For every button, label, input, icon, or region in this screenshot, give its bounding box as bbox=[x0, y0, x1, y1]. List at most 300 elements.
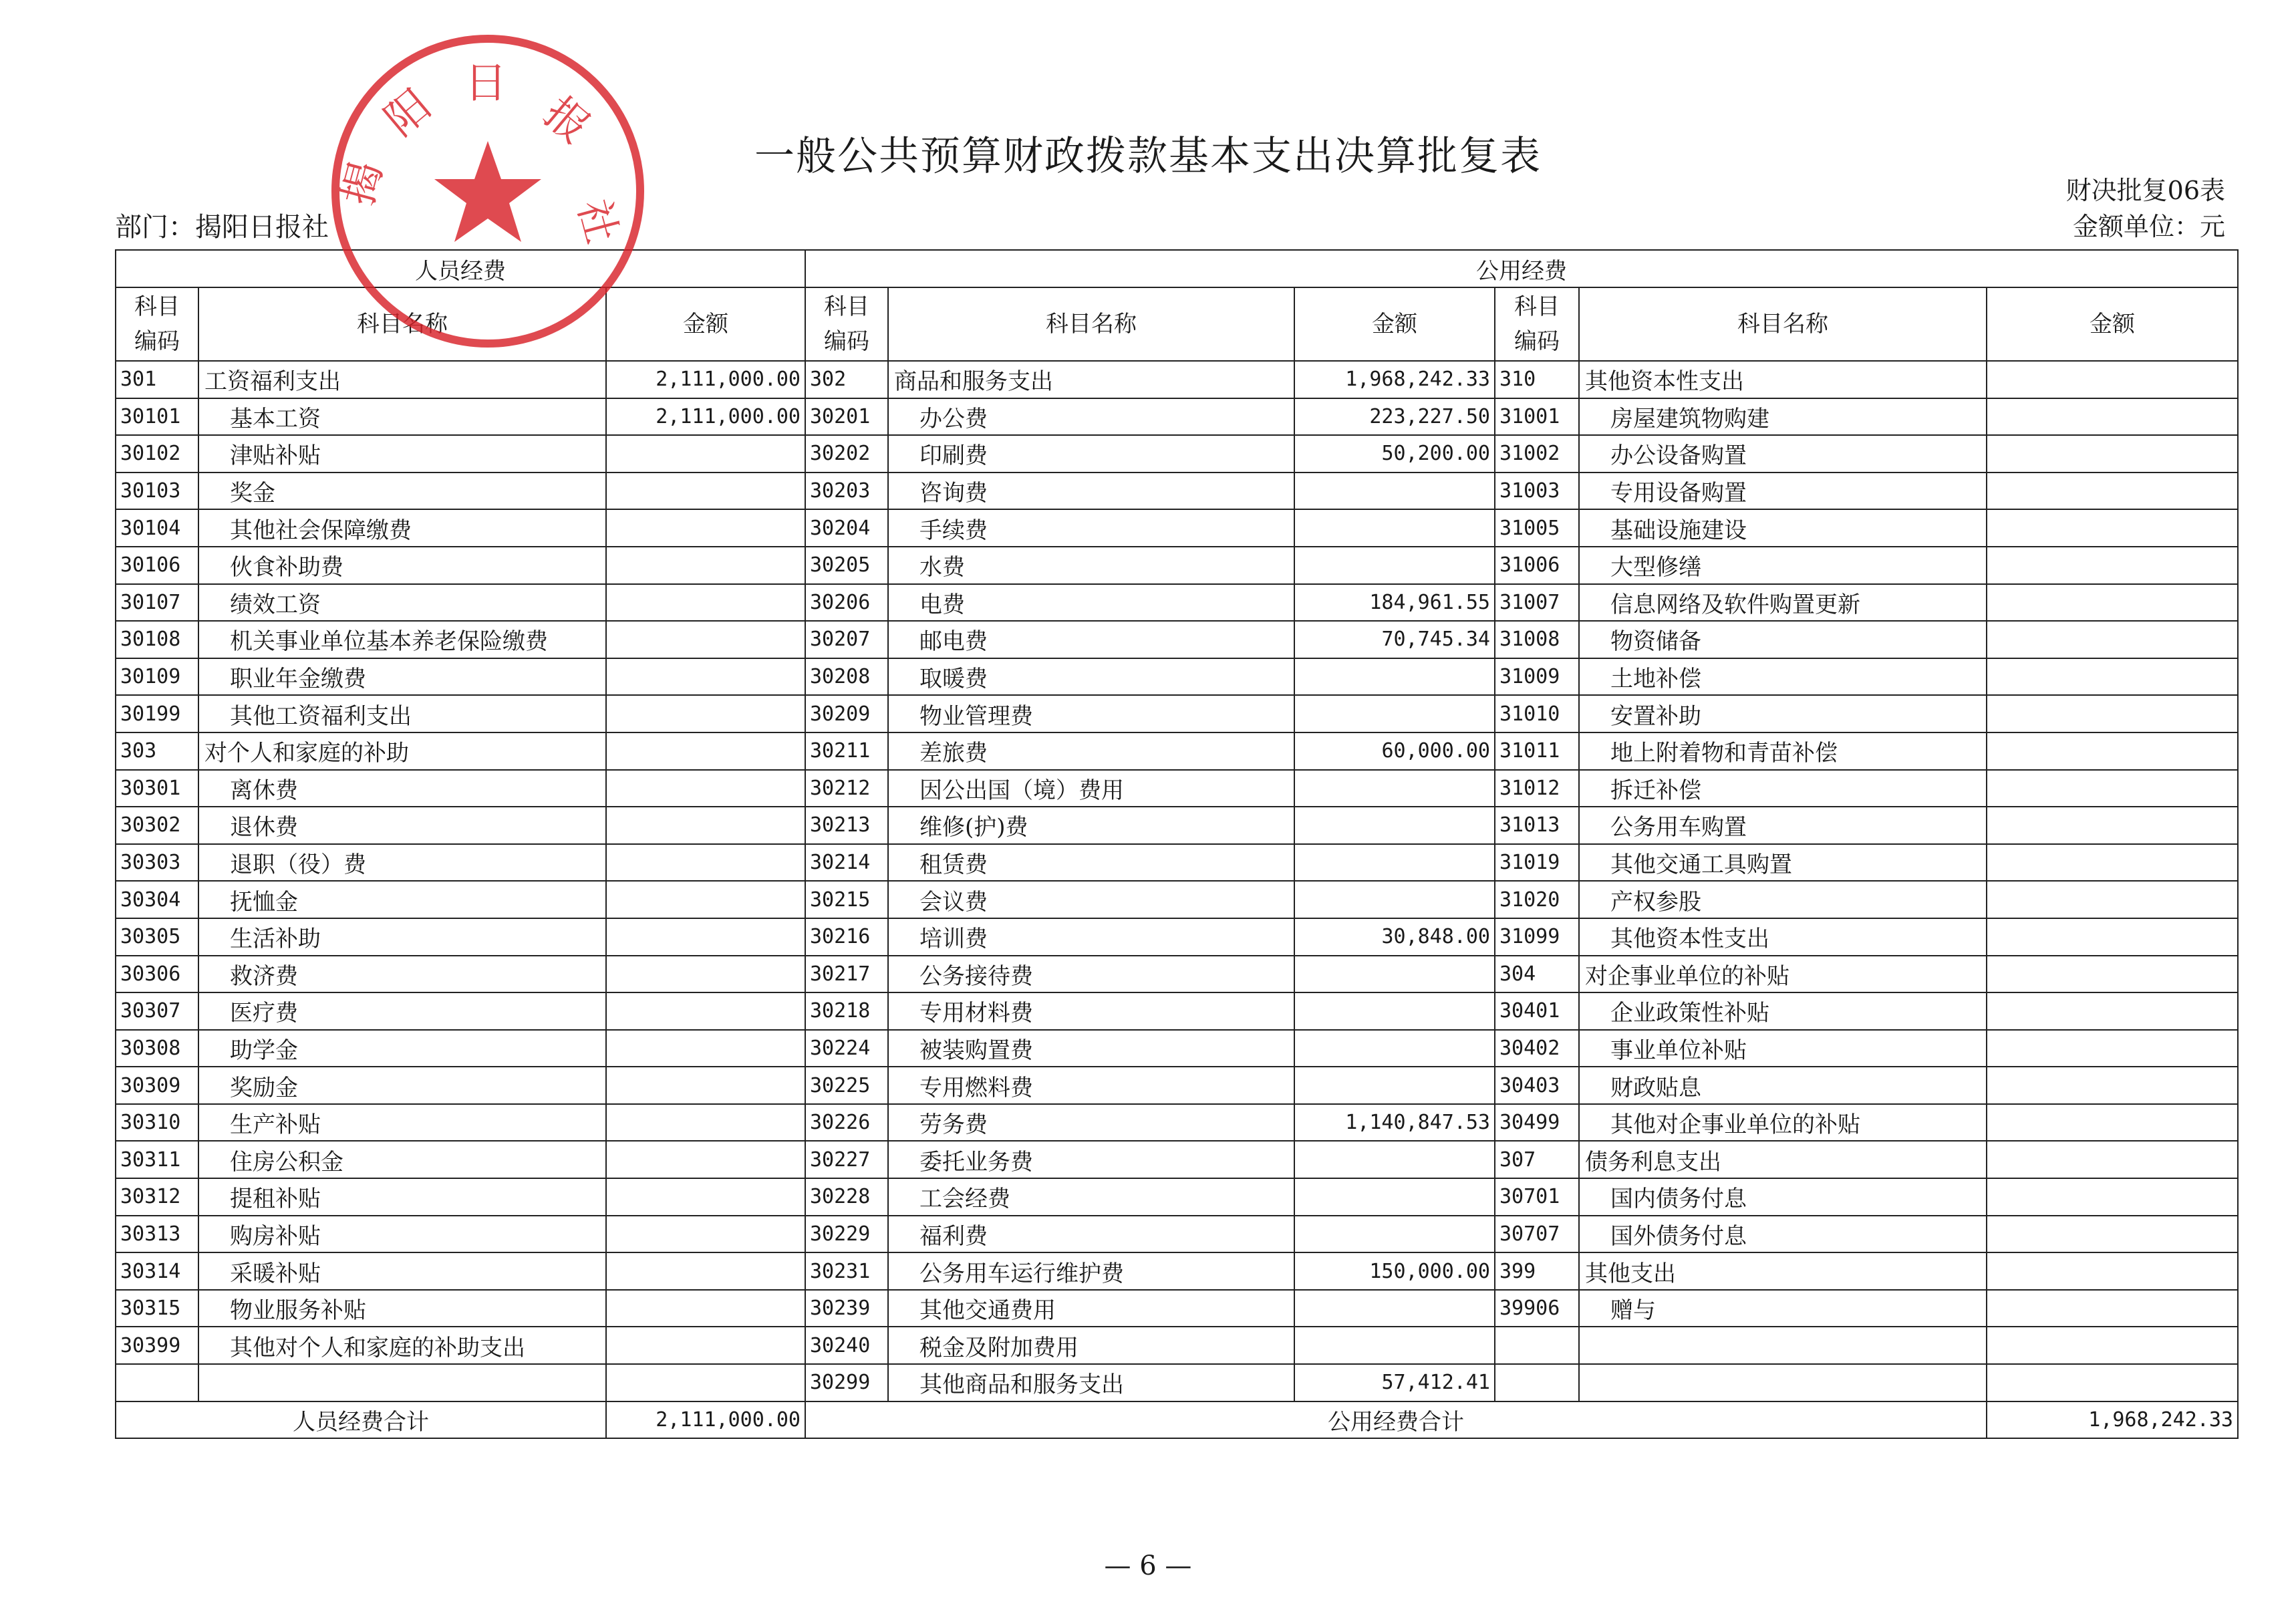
public-b-subject-name: 大型修缮 bbox=[1579, 547, 1987, 584]
table-row bbox=[116, 807, 2238, 844]
public-a-amount bbox=[1294, 658, 1495, 696]
public-b-subject-name: 对企事业单位的补贴 bbox=[1579, 956, 1987, 993]
public-a-subject-name: 商品和服务支出 bbox=[888, 361, 1294, 398]
personnel-amount bbox=[606, 473, 805, 510]
public-b-subject-name: 其他资本性支出 bbox=[1579, 361, 1987, 398]
public-a-subject-code: 30240 bbox=[805, 1327, 888, 1364]
public-a-amount bbox=[1294, 1216, 1495, 1253]
public-b-subject-code: 39906 bbox=[1495, 1290, 1579, 1327]
personnel-subject-name: 奖金 bbox=[198, 473, 606, 510]
public-b-subject-code: 31099 bbox=[1495, 918, 1579, 956]
public-a-amount: 57,412.41 bbox=[1294, 1364, 1495, 1401]
public-a-subject-name: 取暖费 bbox=[888, 658, 1294, 696]
public-a-subject-name: 劳务费 bbox=[888, 1104, 1294, 1142]
public-b-amount bbox=[1987, 1327, 2238, 1364]
personnel-amount bbox=[606, 732, 805, 770]
public-a-subject-name: 其他交通费用 bbox=[888, 1290, 1294, 1327]
personnel-subject-name: 生产补贴 bbox=[198, 1104, 606, 1142]
public-b-subject-code: 30707 bbox=[1495, 1216, 1579, 1253]
public-b-amount bbox=[1987, 807, 2238, 844]
personnel-amount bbox=[606, 918, 805, 956]
public-b-subject-code: 31020 bbox=[1495, 881, 1579, 918]
public-b-subject-name: 其他交通工具购置 bbox=[1579, 844, 1987, 882]
public-a-amount bbox=[1294, 1178, 1495, 1216]
public-b-subject-name: 拆迁补偿 bbox=[1579, 770, 1987, 807]
public-a-amount bbox=[1294, 509, 1495, 547]
public-a-amount: 223,227.50 bbox=[1294, 398, 1495, 436]
col-header-amount: 金额 bbox=[1987, 287, 2238, 361]
table-row bbox=[116, 992, 2238, 1030]
seal-char: 揭 bbox=[333, 156, 393, 211]
personnel-total-amount: 2,111,000.00 bbox=[606, 1401, 805, 1439]
personnel-amount: 2,111,000.00 bbox=[606, 398, 805, 436]
col-header-code: 科目 编码 bbox=[116, 287, 198, 361]
table-row bbox=[116, 770, 2238, 807]
personnel-amount bbox=[606, 1030, 805, 1067]
public-b-subject-name: 土地补偿 bbox=[1579, 658, 1987, 696]
official-seal-stamp bbox=[321, 24, 655, 358]
public-a-amount bbox=[1294, 1141, 1495, 1178]
personnel-subject-name: 助学金 bbox=[198, 1030, 606, 1067]
personnel-subject-code: 30109 bbox=[116, 658, 198, 696]
personnel-subject-name: 机关事业单位基本养老保险缴费 bbox=[198, 621, 606, 658]
public-b-subject-code: 30403 bbox=[1495, 1067, 1579, 1104]
public-a-subject-code: 30227 bbox=[805, 1141, 888, 1178]
personnel-subject-code: 30199 bbox=[116, 695, 198, 732]
personnel-subject-code: 30303 bbox=[116, 844, 198, 882]
personnel-subject-name: 其他对个人和家庭的补助支出 bbox=[198, 1327, 606, 1364]
public-b-subject-code: 30499 bbox=[1495, 1104, 1579, 1142]
public-a-subject-name: 水费 bbox=[888, 547, 1294, 584]
public-total-label: 公用经费合计 bbox=[805, 1401, 1987, 1439]
personnel-subject-code: 30305 bbox=[116, 918, 198, 956]
public-a-subject-name: 电费 bbox=[888, 584, 1294, 622]
page-title: 一般公共预算财政拨款基本支出决算批复表 bbox=[754, 133, 1542, 180]
col-header-name: 科目名称 bbox=[198, 287, 606, 361]
public-b-subject-code: 310 bbox=[1495, 361, 1579, 398]
public-b-subject-code: 307 bbox=[1495, 1141, 1579, 1178]
public-b-subject-code: 31001 bbox=[1495, 398, 1579, 436]
public-b-amount bbox=[1987, 1178, 2238, 1216]
personnel-subject-code: 30103 bbox=[116, 473, 198, 510]
public-b-amount bbox=[1987, 584, 2238, 622]
col-header-amount: 金额 bbox=[1294, 287, 1495, 361]
personnel-subject-code: 301 bbox=[116, 361, 198, 398]
personnel-subject-name: 救济费 bbox=[198, 956, 606, 993]
public-b-amount bbox=[1987, 473, 2238, 510]
public-b-amount bbox=[1987, 547, 2238, 584]
personnel-subject-name: 绩效工资 bbox=[198, 584, 606, 622]
public-a-subject-code: 30214 bbox=[805, 844, 888, 882]
col-header-name: 科目名称 bbox=[888, 287, 1294, 361]
public-a-amount: 1,968,242.33 bbox=[1294, 361, 1495, 398]
public-b-amount bbox=[1987, 956, 2238, 993]
personnel-amount bbox=[606, 1104, 805, 1142]
personnel-amount bbox=[606, 1327, 805, 1364]
public-a-subject-name: 其他商品和服务支出 bbox=[888, 1364, 1294, 1401]
section-public-header: 公用经费 bbox=[805, 250, 2238, 287]
public-b-subject-name: 安置补助 bbox=[1579, 695, 1987, 732]
personnel-subject-code: 30302 bbox=[116, 807, 198, 844]
public-a-subject-code: 30217 bbox=[805, 956, 888, 993]
personnel-subject-code bbox=[116, 1364, 198, 1401]
table-row bbox=[116, 956, 2238, 993]
public-b-amount bbox=[1987, 770, 2238, 807]
public-total-amount: 1,968,242.33 bbox=[1987, 1401, 2238, 1439]
public-b-subject-code: 31008 bbox=[1495, 621, 1579, 658]
public-b-amount bbox=[1987, 361, 2238, 398]
personnel-subject-code: 30311 bbox=[116, 1141, 198, 1178]
public-b-subject-code: 31005 bbox=[1495, 509, 1579, 547]
personnel-subject-name: 津贴补贴 bbox=[198, 435, 606, 473]
public-a-amount bbox=[1294, 1030, 1495, 1067]
public-a-subject-name: 印刷费 bbox=[888, 435, 1294, 473]
personnel-amount bbox=[606, 1364, 805, 1401]
public-a-subject-name: 会议费 bbox=[888, 881, 1294, 918]
public-b-subject-code: 31006 bbox=[1495, 547, 1579, 584]
public-b-subject-name: 其他支出 bbox=[1579, 1252, 1987, 1290]
seal-char: 阳 bbox=[376, 80, 441, 146]
amount-unit-label: 金额单位：元 bbox=[2072, 212, 2225, 241]
public-a-subject-code: 30207 bbox=[805, 621, 888, 658]
public-a-subject-name: 培训费 bbox=[888, 918, 1294, 956]
public-b-subject-name: 基础设施建设 bbox=[1579, 509, 1987, 547]
public-b-subject-name bbox=[1579, 1327, 1987, 1364]
public-a-amount bbox=[1294, 956, 1495, 993]
personnel-subject-name: 工资福利支出 bbox=[198, 361, 606, 398]
table-row bbox=[116, 621, 2238, 658]
public-a-amount: 70,745.34 bbox=[1294, 621, 1495, 658]
public-a-subject-code: 302 bbox=[805, 361, 888, 398]
personnel-amount bbox=[606, 807, 805, 844]
public-b-amount bbox=[1987, 509, 2238, 547]
personnel-amount bbox=[606, 770, 805, 807]
personnel-subject-name bbox=[198, 1364, 606, 1401]
personnel-amount bbox=[606, 621, 805, 658]
public-a-subject-code: 30231 bbox=[805, 1252, 888, 1290]
public-b-subject-name: 企业政策性补贴 bbox=[1579, 992, 1987, 1030]
table-row bbox=[116, 361, 2238, 398]
personnel-amount bbox=[606, 509, 805, 547]
personnel-amount bbox=[606, 695, 805, 732]
public-b-subject-name bbox=[1579, 1364, 1987, 1401]
public-a-amount bbox=[1294, 770, 1495, 807]
public-b-amount bbox=[1987, 695, 2238, 732]
public-a-subject-code: 30206 bbox=[805, 584, 888, 622]
public-a-subject-name: 物业管理费 bbox=[888, 695, 1294, 732]
table-row bbox=[116, 732, 2238, 770]
public-a-subject-name: 公务用车运行维护费 bbox=[888, 1252, 1294, 1290]
personnel-amount bbox=[606, 547, 805, 584]
public-a-subject-name: 被装购置费 bbox=[888, 1030, 1294, 1067]
personnel-subject-code: 30106 bbox=[116, 547, 198, 584]
public-a-subject-code: 30216 bbox=[805, 918, 888, 956]
seal-char: 报 bbox=[534, 88, 599, 154]
public-a-amount: 30,848.00 bbox=[1294, 918, 1495, 956]
public-a-subject-code: 30218 bbox=[805, 992, 888, 1030]
public-a-subject-code: 30229 bbox=[805, 1216, 888, 1253]
public-a-subject-name: 手续费 bbox=[888, 509, 1294, 547]
expenditure-table bbox=[115, 249, 2239, 1439]
public-a-subject-code: 30204 bbox=[805, 509, 888, 547]
seal-char: 日 bbox=[464, 59, 507, 108]
public-a-subject-name: 因公出国（境）费用 bbox=[888, 770, 1294, 807]
public-b-subject-code: 399 bbox=[1495, 1252, 1579, 1290]
personnel-subject-name: 其他工资福利支出 bbox=[198, 695, 606, 732]
table-row bbox=[116, 398, 2238, 436]
totals-row bbox=[116, 1401, 2238, 1439]
public-b-subject-name: 赠与 bbox=[1579, 1290, 1987, 1327]
public-b-subject-code: 31002 bbox=[1495, 435, 1579, 473]
public-a-subject-code: 30208 bbox=[805, 658, 888, 696]
public-a-subject-code: 30239 bbox=[805, 1290, 888, 1327]
table-row bbox=[116, 1178, 2238, 1216]
public-b-amount bbox=[1987, 1104, 2238, 1142]
table-row bbox=[116, 695, 2238, 732]
public-a-subject-name: 公务接待费 bbox=[888, 956, 1294, 993]
public-b-subject-name: 国内债务付息 bbox=[1579, 1178, 1987, 1216]
department-label: 部门：揭阳日报社 bbox=[115, 212, 329, 243]
public-b-subject-code: 30402 bbox=[1495, 1030, 1579, 1067]
table-row bbox=[116, 547, 2238, 584]
table-row bbox=[116, 1327, 2238, 1364]
personnel-subject-code: 30314 bbox=[116, 1252, 198, 1290]
table-row bbox=[116, 1290, 2238, 1327]
public-a-subject-code: 30205 bbox=[805, 547, 888, 584]
personnel-subject-code: 30304 bbox=[116, 881, 198, 918]
personnel-amount bbox=[606, 1216, 805, 1253]
col-header-amount: 金额 bbox=[606, 287, 805, 361]
seal-char: 社 bbox=[567, 194, 627, 249]
personnel-subject-code: 30310 bbox=[116, 1104, 198, 1142]
public-b-subject-name: 地上附着物和青苗补偿 bbox=[1579, 732, 1987, 770]
public-a-subject-name: 差旅费 bbox=[888, 732, 1294, 770]
col-header-name: 科目名称 bbox=[1579, 287, 1987, 361]
personnel-subject-name: 物业服务补贴 bbox=[198, 1290, 606, 1327]
public-a-subject-code: 30211 bbox=[805, 732, 888, 770]
public-b-subject-code: 31012 bbox=[1495, 770, 1579, 807]
table-row bbox=[116, 1104, 2238, 1142]
public-a-amount bbox=[1294, 881, 1495, 918]
public-a-amount: 1,140,847.53 bbox=[1294, 1104, 1495, 1142]
table-row bbox=[116, 918, 2238, 956]
personnel-subject-name: 医疗费 bbox=[198, 992, 606, 1030]
public-a-subject-name: 租赁费 bbox=[888, 844, 1294, 882]
personnel-subject-code: 30108 bbox=[116, 621, 198, 658]
personnel-amount bbox=[606, 1252, 805, 1290]
public-b-amount bbox=[1987, 1252, 2238, 1290]
personnel-subject-name: 对个人和家庭的补助 bbox=[198, 732, 606, 770]
public-b-amount bbox=[1987, 881, 2238, 918]
public-b-subject-code bbox=[1495, 1364, 1579, 1401]
public-b-subject-name: 财政贴息 bbox=[1579, 1067, 1987, 1104]
public-a-subject-code: 30228 bbox=[805, 1178, 888, 1216]
public-b-amount bbox=[1987, 1141, 2238, 1178]
public-b-subject-name: 其他资本性支出 bbox=[1579, 918, 1987, 956]
table-row bbox=[116, 584, 2238, 622]
public-a-amount: 184,961.55 bbox=[1294, 584, 1495, 622]
personnel-amount bbox=[606, 881, 805, 918]
public-a-subject-code: 30209 bbox=[805, 695, 888, 732]
personnel-subject-code: 30307 bbox=[116, 992, 198, 1030]
public-b-amount bbox=[1987, 1216, 2238, 1253]
public-a-subject-name: 办公费 bbox=[888, 398, 1294, 436]
personnel-subject-name: 奖励金 bbox=[198, 1067, 606, 1104]
table-row bbox=[116, 1030, 2238, 1067]
personnel-subject-code: 30308 bbox=[116, 1030, 198, 1067]
personnel-subject-name: 采暖补贴 bbox=[198, 1252, 606, 1290]
public-b-subject-name: 债务利息支出 bbox=[1579, 1141, 1987, 1178]
table-row bbox=[116, 844, 2238, 882]
personnel-subject-code: 30313 bbox=[116, 1216, 198, 1253]
personnel-subject-name: 生活补助 bbox=[198, 918, 606, 956]
public-a-subject-name: 福利费 bbox=[888, 1216, 1294, 1253]
seal-star-icon bbox=[434, 141, 541, 242]
table-row bbox=[116, 1252, 2238, 1290]
public-b-subject-name: 事业单位补贴 bbox=[1579, 1030, 1987, 1067]
public-a-amount bbox=[1294, 1290, 1495, 1327]
personnel-amount bbox=[606, 435, 805, 473]
personnel-amount bbox=[606, 844, 805, 882]
public-a-subject-code: 30299 bbox=[805, 1364, 888, 1401]
table-row bbox=[116, 881, 2238, 918]
public-b-amount bbox=[1987, 1067, 2238, 1104]
personnel-amount bbox=[606, 584, 805, 622]
personnel-subject-name: 购房补贴 bbox=[198, 1216, 606, 1253]
public-a-amount: 60,000.00 bbox=[1294, 732, 1495, 770]
public-b-subject-code: 31010 bbox=[1495, 695, 1579, 732]
page-number: — 6 — bbox=[1104, 1551, 1192, 1581]
personnel-subject-name: 职业年金缴费 bbox=[198, 658, 606, 696]
public-a-amount bbox=[1294, 1327, 1495, 1364]
personnel-amount bbox=[606, 1290, 805, 1327]
public-b-subject-name: 国外债务付息 bbox=[1579, 1216, 1987, 1253]
personnel-amount bbox=[606, 1067, 805, 1104]
public-a-subject-code: 30213 bbox=[805, 807, 888, 844]
personnel-subject-code: 30312 bbox=[116, 1178, 198, 1216]
public-b-subject-code: 30401 bbox=[1495, 992, 1579, 1030]
col-header-code: 科目 编码 bbox=[805, 287, 888, 361]
public-b-subject-name: 办公设备购置 bbox=[1579, 435, 1987, 473]
public-b-subject-code: 31019 bbox=[1495, 844, 1579, 882]
personnel-subject-code: 30315 bbox=[116, 1290, 198, 1327]
public-a-subject-name: 专用燃料费 bbox=[888, 1067, 1294, 1104]
public-a-amount: 150,000.00 bbox=[1294, 1252, 1495, 1290]
table-row bbox=[116, 1141, 2238, 1178]
personnel-subject-name: 退职（役）费 bbox=[198, 844, 606, 882]
personnel-subject-code: 30309 bbox=[116, 1067, 198, 1104]
personnel-subject-name: 住房公积金 bbox=[198, 1141, 606, 1178]
table-row bbox=[116, 1067, 2238, 1104]
personnel-subject-code: 30301 bbox=[116, 770, 198, 807]
public-a-subject-name: 税金及附加费用 bbox=[888, 1327, 1294, 1364]
personnel-subject-code: 30102 bbox=[116, 435, 198, 473]
personnel-subject-name: 提租补贴 bbox=[198, 1178, 606, 1216]
section-personnel-header: 人员经费 bbox=[116, 250, 805, 287]
public-a-amount bbox=[1294, 844, 1495, 882]
personnel-amount bbox=[606, 1178, 805, 1216]
personnel-amount bbox=[606, 956, 805, 993]
personnel-subject-code: 30306 bbox=[116, 956, 198, 993]
personnel-total-label: 人员经费合计 bbox=[116, 1401, 606, 1439]
public-b-amount bbox=[1987, 435, 2238, 473]
personnel-subject-code: 303 bbox=[116, 732, 198, 770]
public-a-subject-code: 30226 bbox=[805, 1104, 888, 1142]
public-b-subject-code: 31007 bbox=[1495, 584, 1579, 622]
personnel-subject-name: 其他社会保障缴费 bbox=[198, 509, 606, 547]
public-a-subject-code: 30202 bbox=[805, 435, 888, 473]
public-b-amount bbox=[1987, 732, 2238, 770]
personnel-subject-code: 30104 bbox=[116, 509, 198, 547]
public-b-amount bbox=[1987, 844, 2238, 882]
public-a-subject-name: 咨询费 bbox=[888, 473, 1294, 510]
public-b-subject-name: 产权参股 bbox=[1579, 881, 1987, 918]
public-b-subject-name: 专用设备购置 bbox=[1579, 473, 1987, 510]
public-a-amount bbox=[1294, 695, 1495, 732]
public-b-subject-name: 房屋建筑物购建 bbox=[1579, 398, 1987, 436]
personnel-subject-code: 30399 bbox=[116, 1327, 198, 1364]
public-b-amount bbox=[1987, 918, 2238, 956]
personnel-subject-name: 退休费 bbox=[198, 807, 606, 844]
public-b-subject-name: 信息网络及软件购置更新 bbox=[1579, 584, 1987, 622]
public-b-amount bbox=[1987, 658, 2238, 696]
public-b-amount bbox=[1987, 1290, 2238, 1327]
personnel-amount bbox=[606, 1141, 805, 1178]
table-row bbox=[116, 1364, 2238, 1401]
table-row bbox=[116, 658, 2238, 696]
public-a-subject-name: 工会经费 bbox=[888, 1178, 1294, 1216]
personnel-subject-name: 基本工资 bbox=[198, 398, 606, 436]
public-b-subject-name: 其他对企事业单位的补贴 bbox=[1579, 1104, 1987, 1142]
public-a-subject-name: 委托业务费 bbox=[888, 1141, 1294, 1178]
table-row bbox=[116, 1216, 2238, 1253]
personnel-subject-name: 伙食补助费 bbox=[198, 547, 606, 584]
public-b-subject-name: 公务用车购置 bbox=[1579, 807, 1987, 844]
personnel-subject-code: 30107 bbox=[116, 584, 198, 622]
public-a-subject-name: 维修(护)费 bbox=[888, 807, 1294, 844]
public-b-subject-code: 31003 bbox=[1495, 473, 1579, 510]
table-row bbox=[116, 435, 2238, 473]
public-a-subject-code: 30224 bbox=[805, 1030, 888, 1067]
personnel-subject-code: 30101 bbox=[116, 398, 198, 436]
public-a-amount: 50,200.00 bbox=[1294, 435, 1495, 473]
public-a-subject-code: 30212 bbox=[805, 770, 888, 807]
personnel-amount bbox=[606, 992, 805, 1030]
public-a-amount bbox=[1294, 992, 1495, 1030]
public-a-subject-code: 30201 bbox=[805, 398, 888, 436]
public-b-subject-code bbox=[1495, 1327, 1579, 1364]
public-b-subject-code: 31011 bbox=[1495, 732, 1579, 770]
personnel-subject-name: 抚恤金 bbox=[198, 881, 606, 918]
public-a-amount bbox=[1294, 807, 1495, 844]
table-row bbox=[116, 509, 2238, 547]
public-a-amount bbox=[1294, 473, 1495, 510]
col-header-code: 科目 编码 bbox=[1495, 287, 1579, 361]
public-a-subject-name: 专用材料费 bbox=[888, 992, 1294, 1030]
public-a-subject-code: 30225 bbox=[805, 1067, 888, 1104]
public-b-subject-code: 31013 bbox=[1495, 807, 1579, 844]
personnel-amount: 2,111,000.00 bbox=[606, 361, 805, 398]
public-b-amount bbox=[1987, 1364, 2238, 1401]
public-a-amount bbox=[1294, 1067, 1495, 1104]
personnel-amount bbox=[606, 658, 805, 696]
public-a-amount bbox=[1294, 547, 1495, 584]
public-b-subject-code: 304 bbox=[1495, 956, 1579, 993]
public-b-subject-name: 物资储备 bbox=[1579, 621, 1987, 658]
public-b-subject-code: 30701 bbox=[1495, 1178, 1579, 1216]
public-a-subject-code: 30215 bbox=[805, 881, 888, 918]
public-b-amount bbox=[1987, 1030, 2238, 1067]
